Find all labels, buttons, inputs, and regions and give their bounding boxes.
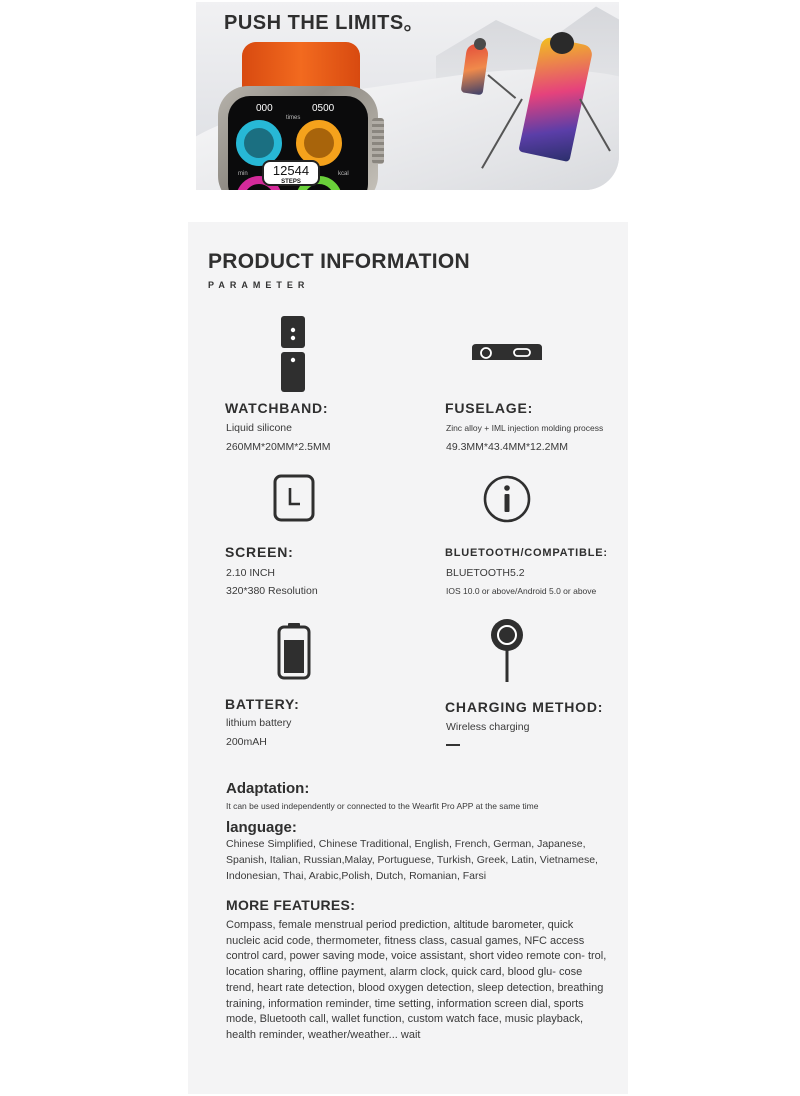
section-subtitle: PARAMETER	[208, 280, 310, 290]
watchband-material: Liquid silicone	[226, 422, 292, 434]
fuselage-size: 49.3MM*43.4MM*12.2MM	[446, 441, 568, 453]
bluetooth-heading: BLUETOOTH/COMPATIBLE:	[445, 547, 608, 559]
watch-crown	[372, 118, 384, 164]
adaptation-heading: Adaptation:	[226, 780, 310, 797]
watch-kcal-label: kcal	[338, 171, 349, 177]
watchband-icon	[280, 316, 306, 392]
adaptation-text: It can be used independently or connected to the Wearfit Pro APP at the same time	[226, 801, 539, 811]
bluetooth-compatibility: IOS 10.0 or above/Android 5.0 or above	[446, 586, 597, 596]
fuselage-material: Zinc alloy + IML injection molding process	[446, 423, 604, 433]
charging-heading: CHARGING METHOD:	[445, 699, 604, 715]
steps-label: STEPS	[281, 179, 301, 185]
screen-size: 2.10 INCH	[226, 567, 276, 579]
battery-capacity: 200mAH	[226, 736, 267, 748]
screen-clock-icon	[273, 474, 315, 522]
screen-heading: SCREEN:	[225, 544, 294, 560]
battery-type: lithium battery	[226, 717, 292, 729]
features-list: Compass, female menstrual period prediction, altitude barometer, quick nucleic acid code, thermometer, fitness class, casual games, NFC access control card, power saving mode, voice assistant, short video remote con- trol, location sharing, offline payment, alarm clock, quick card, blood glu- cose trend, heart rate detection, blood oxygen detection, sleep detection, breathing training, information reminder, time setting, information screen dial, sports mode, Bluetooth call, wallet function, custom watch face, music playback, health reminder, weather/weather... wait	[226, 919, 607, 1041]
watch-ring-label: times	[286, 115, 301, 121]
info-icon	[482, 474, 532, 524]
language-list: Chinese Simplified, Chinese Traditional, English, French, German, Japanese, Spanish, Italian, Russian,Malay, Portuguese, Turkish, Greek, Latin, Vietnamese, Indonesian, Thai, Arabic,Polish, Dutch, Romanian, Farsi	[226, 838, 598, 882]
language-heading: language:	[226, 819, 297, 836]
battery-icon	[277, 622, 311, 680]
product-info-panel	[188, 222, 628, 1094]
bluetooth-version: BLUETOOTH5.2	[446, 567, 525, 579]
hero-title: PUSH THE LIMITS。	[224, 12, 425, 34]
watchband-heading: WATCHBAND:	[225, 400, 329, 416]
battery-heading: BATTERY:	[225, 696, 300, 712]
watch-min-label: min	[238, 171, 248, 177]
wireless-charger-icon	[488, 618, 526, 684]
section-title: PRODUCT INFORMATION	[208, 250, 470, 273]
screen-resolution: 320*380 Resolution	[226, 585, 318, 597]
fuselage-icon	[470, 342, 544, 364]
charging-dash	[446, 744, 460, 746]
watch-left-value: 000	[256, 103, 273, 114]
watchband-size: 260MM*20MM*2.5MM	[226, 441, 331, 453]
steps-value: 12544	[272, 163, 310, 178]
charging-method: Wireless charging	[446, 721, 530, 733]
fuselage-heading: FUSELAGE:	[445, 400, 534, 416]
features-heading: MORE FEATURES:	[226, 897, 356, 913]
steps-counter	[262, 160, 320, 186]
hero-banner	[196, 2, 619, 190]
watch-right-value: 0500	[312, 103, 335, 114]
